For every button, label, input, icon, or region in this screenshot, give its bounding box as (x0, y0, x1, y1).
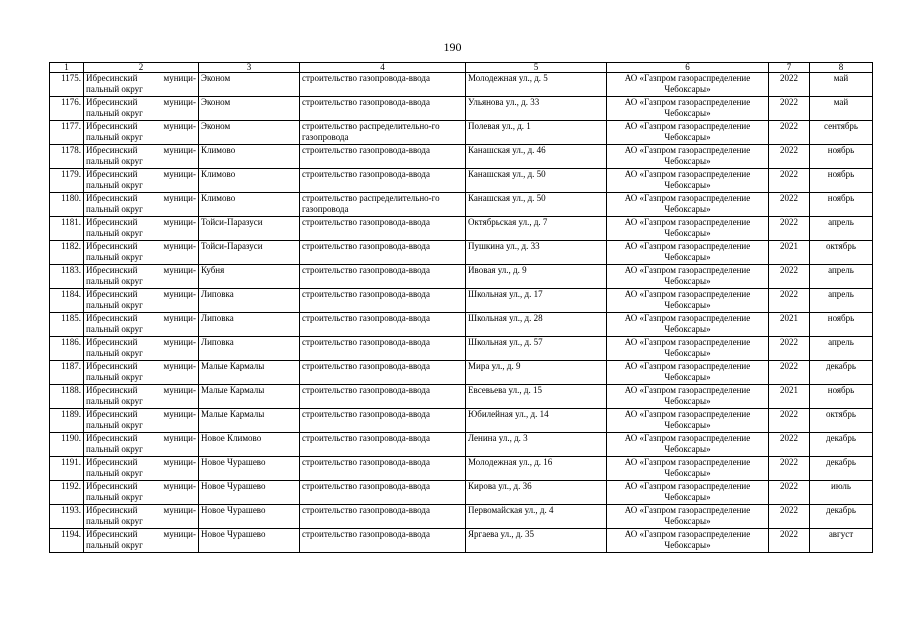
year-cell: 2022 (769, 481, 810, 505)
organization-cell: АО «Газпром газораспределение Чебоксары» (607, 457, 769, 481)
address-cell: Школьная ул., д. 57 (466, 337, 607, 361)
address-cell: Канашская ул., д. 46 (466, 145, 607, 169)
address-cell: Канашская ул., д. 50 (466, 169, 607, 193)
row-number-cell: 1191. (50, 457, 84, 481)
work-type-cell: строительство газопровода-ввода (300, 97, 466, 121)
work-type-cell: строительство газопровода-ввода (300, 385, 466, 409)
address-cell: Канашская ул., д. 50 (466, 193, 607, 217)
organization-cell: АО «Газпром газораспределение Чебоксары» (607, 337, 769, 361)
organization-cell: АО «Газпром газораспределение Чебоксары» (607, 193, 769, 217)
address-cell: Первомайская ул., д. 4 (466, 505, 607, 529)
locality-cell: Липовка (199, 337, 300, 361)
month-cell: ноябрь (810, 313, 873, 337)
year-cell: 2021 (769, 385, 810, 409)
table-row (50, 481, 873, 505)
address-cell: Молодежная ул., д. 5 (466, 73, 607, 97)
year-cell: 2022 (769, 337, 810, 361)
table-row (50, 217, 873, 241)
year-cell: 2022 (769, 265, 810, 289)
organization-cell: АО «Газпром газораспределение Чебоксары» (607, 529, 769, 553)
municipality-cell: Ибресинский муници-пальный округ (84, 169, 199, 193)
row-number-cell: 1188. (50, 385, 84, 409)
year-cell: 2021 (769, 313, 810, 337)
month-cell: апрель (810, 337, 873, 361)
row-number-cell: 1177. (50, 121, 84, 145)
work-type-cell: строительство газопровода-ввода (300, 145, 466, 169)
locality-cell: Новое Чурашево (199, 529, 300, 553)
locality-cell: Новое Чурашево (199, 505, 300, 529)
month-cell: август (810, 529, 873, 553)
locality-cell: Липовка (199, 313, 300, 337)
month-cell: октябрь (810, 241, 873, 265)
work-type-cell: строительство газопровода-ввода (300, 457, 466, 481)
row-number-cell: 1182. (50, 241, 84, 265)
month-cell: апрель (810, 217, 873, 241)
row-number-cell: 1175. (50, 73, 84, 97)
municipality-cell: Ибресинский муници-пальный округ (84, 193, 199, 217)
year-cell: 2022 (769, 409, 810, 433)
work-type-cell: строительство газопровода-ввода (300, 241, 466, 265)
year-cell: 2022 (769, 169, 810, 193)
work-type-cell: строительство газопровода-ввода (300, 217, 466, 241)
year-cell: 2022 (769, 289, 810, 313)
table-row (50, 145, 873, 169)
table-row (50, 313, 873, 337)
address-cell: Ленина ул., д. 3 (466, 433, 607, 457)
table-row (50, 433, 873, 457)
column-header: 6 (607, 63, 769, 73)
organization-cell: АО «Газпром газораспределение Чебоксары» (607, 145, 769, 169)
address-cell: Мира ул., д. 9 (466, 361, 607, 385)
organization-cell: АО «Газпром газораспределение Чебоксары» (607, 481, 769, 505)
address-cell: Полевая ул., д. 1 (466, 121, 607, 145)
row-number-cell: 1183. (50, 265, 84, 289)
table-row (50, 193, 873, 217)
address-cell: Яргаева ул., д. 35 (466, 529, 607, 553)
table-row (50, 385, 873, 409)
address-cell: Евсевьева ул., д. 15 (466, 385, 607, 409)
month-cell: декабрь (810, 457, 873, 481)
municipality-cell: Ибресинский муници-пальный округ (84, 145, 199, 169)
municipality-cell: Ибресинский муници-пальный округ (84, 121, 199, 145)
organization-cell: АО «Газпром газораспределение Чебоксары» (607, 217, 769, 241)
work-type-cell: строительство газопровода-ввода (300, 433, 466, 457)
address-cell: Пушкина ул., д. 33 (466, 241, 607, 265)
column-header: 5 (466, 63, 607, 73)
locality-cell: Кубня (199, 265, 300, 289)
year-cell: 2022 (769, 361, 810, 385)
row-number-cell: 1184. (50, 289, 84, 313)
locality-cell: Тойси-Паразуси (199, 217, 300, 241)
table-row (50, 169, 873, 193)
table-row (50, 241, 873, 265)
month-cell: декабрь (810, 505, 873, 529)
work-type-cell: строительство газопровода-ввода (300, 409, 466, 433)
month-cell: сентябрь (810, 121, 873, 145)
month-cell: ноябрь (810, 193, 873, 217)
row-number-cell: 1189. (50, 409, 84, 433)
year-cell: 2022 (769, 529, 810, 553)
locality-cell: Малые Кармалы (199, 385, 300, 409)
month-cell: май (810, 97, 873, 121)
column-header: 4 (300, 63, 466, 73)
work-type-cell: строительство распределительно-го газопровода (300, 193, 466, 217)
municipality-cell: Ибресинский муници-пальный округ (84, 409, 199, 433)
row-number-cell: 1193. (50, 505, 84, 529)
row-number-cell: 1185. (50, 313, 84, 337)
table-row (50, 73, 873, 97)
gas-pipeline-table (49, 62, 873, 553)
table-row (50, 337, 873, 361)
table-row (50, 289, 873, 313)
month-cell: апрель (810, 265, 873, 289)
municipality-cell: Ибресинский муници-пальный округ (84, 313, 199, 337)
column-header: 7 (769, 63, 810, 73)
locality-cell: Эконом (199, 97, 300, 121)
organization-cell: АО «Газпром газораспределение Чебоксары» (607, 385, 769, 409)
address-cell: Кирова ул., д. 36 (466, 481, 607, 505)
address-cell: Ивовая ул., д. 9 (466, 265, 607, 289)
work-type-cell: строительство газопровода-ввода (300, 337, 466, 361)
page-number: 190 (443, 40, 462, 54)
row-number-cell: 1179. (50, 169, 84, 193)
municipality-cell: Ибресинский муници-пальный округ (84, 289, 199, 313)
work-type-cell: строительство газопровода-ввода (300, 289, 466, 313)
year-cell: 2022 (769, 505, 810, 529)
table-header-row (50, 63, 873, 73)
month-cell: декабрь (810, 433, 873, 457)
locality-cell: Малые Кармалы (199, 361, 300, 385)
row-number-cell: 1192. (50, 481, 84, 505)
address-cell: Октябрьская ул., д. 7 (466, 217, 607, 241)
column-header: 1 (50, 63, 84, 73)
month-cell: июль (810, 481, 873, 505)
row-number-cell: 1181. (50, 217, 84, 241)
organization-cell: АО «Газпром газораспределение Чебоксары» (607, 121, 769, 145)
work-type-cell: строительство газопровода-ввода (300, 361, 466, 385)
organization-cell: АО «Газпром газораспределение Чебоксары» (607, 289, 769, 313)
column-header: 2 (84, 63, 199, 73)
municipality-cell: Ибресинский муници-пальный округ (84, 505, 199, 529)
organization-cell: АО «Газпром газораспределение Чебоксары» (607, 73, 769, 97)
locality-cell: Новое Чурашево (199, 457, 300, 481)
work-type-cell: строительство газопровода-ввода (300, 505, 466, 529)
locality-cell: Тойси-Паразуси (199, 241, 300, 265)
year-cell: 2022 (769, 433, 810, 457)
column-header: 8 (810, 63, 873, 73)
municipality-cell: Ибресинский муници-пальный округ (84, 433, 199, 457)
table-row (50, 505, 873, 529)
locality-cell: Эконом (199, 73, 300, 97)
municipality-cell: Ибресинский муници-пальный округ (84, 217, 199, 241)
address-cell: Ульянова ул., д. 33 (466, 97, 607, 121)
municipality-cell: Ибресинский муници-пальный округ (84, 529, 199, 553)
month-cell: декабрь (810, 361, 873, 385)
work-type-cell: строительство газопровода-ввода (300, 73, 466, 97)
row-number-cell: 1187. (50, 361, 84, 385)
month-cell: ноябрь (810, 169, 873, 193)
address-cell: Молодежная ул., д. 16 (466, 457, 607, 481)
locality-cell: Эконом (199, 121, 300, 145)
locality-cell: Малые Кармалы (199, 409, 300, 433)
table-row (50, 529, 873, 553)
year-cell: 2022 (769, 217, 810, 241)
municipality-cell: Ибресинский муници-пальный округ (84, 265, 199, 289)
year-cell: 2022 (769, 97, 810, 121)
organization-cell: АО «Газпром газораспределение Чебоксары» (607, 313, 769, 337)
month-cell: ноябрь (810, 385, 873, 409)
year-cell: 2022 (769, 145, 810, 169)
month-cell: октябрь (810, 409, 873, 433)
table-row (50, 121, 873, 145)
locality-cell: Липовка (199, 289, 300, 313)
table-row (50, 361, 873, 385)
organization-cell: АО «Газпром газораспределение Чебоксары» (607, 97, 769, 121)
work-type-cell: строительство газопровода-ввода (300, 169, 466, 193)
year-cell: 2022 (769, 73, 810, 97)
municipality-cell: Ибресинский муници-пальный округ (84, 241, 199, 265)
row-number-cell: 1186. (50, 337, 84, 361)
organization-cell: АО «Газпром газораспределение Чебоксары» (607, 433, 769, 457)
row-number-cell: 1178. (50, 145, 84, 169)
organization-cell: АО «Газпром газораспределение Чебоксары» (607, 265, 769, 289)
year-cell: 2022 (769, 121, 810, 145)
table-row (50, 97, 873, 121)
organization-cell: АО «Газпром газораспределение Чебоксары» (607, 505, 769, 529)
table-row (50, 457, 873, 481)
organization-cell: АО «Газпром газораспределение Чебоксары» (607, 241, 769, 265)
work-type-cell: строительство газопровода-ввода (300, 313, 466, 337)
work-type-cell: строительство распределительно-го газопровода (300, 121, 466, 145)
row-number-cell: 1190. (50, 433, 84, 457)
year-cell: 2021 (769, 241, 810, 265)
organization-cell: АО «Газпром газораспределение Чебоксары» (607, 169, 769, 193)
address-cell: Юбилейная ул., д. 14 (466, 409, 607, 433)
month-cell: ноябрь (810, 145, 873, 169)
row-number-cell: 1194. (50, 529, 84, 553)
table-row (50, 409, 873, 433)
work-type-cell: строительство газопровода-ввода (300, 481, 466, 505)
municipality-cell: Ибресинский муници-пальный округ (84, 73, 199, 97)
work-type-cell: строительство газопровода-ввода (300, 529, 466, 553)
year-cell: 2022 (769, 193, 810, 217)
work-type-cell: строительство газопровода-ввода (300, 265, 466, 289)
address-cell: Школьная ул., д. 28 (466, 313, 607, 337)
month-cell: апрель (810, 289, 873, 313)
year-cell: 2022 (769, 457, 810, 481)
row-number-cell: 1180. (50, 193, 84, 217)
municipality-cell: Ибресинский муници-пальный округ (84, 337, 199, 361)
table-row (50, 265, 873, 289)
column-header: 3 (199, 63, 300, 73)
municipality-cell: Ибресинский муници-пальный округ (84, 457, 199, 481)
municipality-cell: Ибресинский муници-пальный округ (84, 97, 199, 121)
municipality-cell: Ибресинский муници-пальный округ (84, 361, 199, 385)
locality-cell: Новое Чурашево (199, 481, 300, 505)
row-number-cell: 1176. (50, 97, 84, 121)
locality-cell: Климово (199, 193, 300, 217)
locality-cell: Климово (199, 145, 300, 169)
locality-cell: Новое Климово (199, 433, 300, 457)
municipality-cell: Ибресинский муници-пальный округ (84, 385, 199, 409)
organization-cell: АО «Газпром газораспределение Чебоксары» (607, 409, 769, 433)
address-cell: Школьная ул., д. 17 (466, 289, 607, 313)
month-cell: май (810, 73, 873, 97)
organization-cell: АО «Газпром газораспределение Чебоксары» (607, 361, 769, 385)
locality-cell: Климово (199, 169, 300, 193)
municipality-cell: Ибресинский муници-пальный округ (84, 481, 199, 505)
